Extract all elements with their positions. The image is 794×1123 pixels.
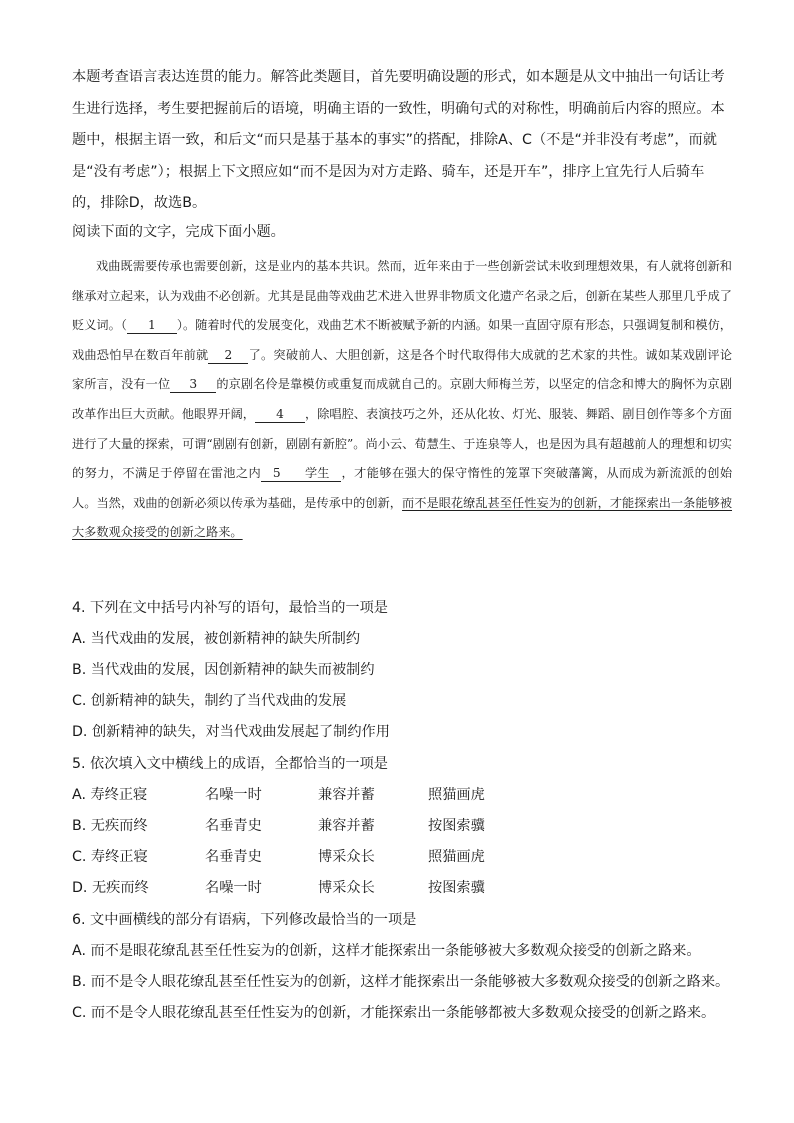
question-4-stem: 4. 下列在文中括号内补写的语句，最恰当的一项是: [72, 600, 388, 616]
q5-option-c-idiom-1: C. 寿终正寝: [72, 849, 148, 865]
q4-option-c: C. 创新精神的缺失，制约了当代戏曲的发展: [72, 693, 347, 709]
q5-option-b-idiom-4: 按图索骥: [428, 818, 485, 834]
q5-option-b-idiom-3: 兼容并蓄: [318, 818, 375, 834]
underlined-sentence: 而不是眼花缭乱甚至任性妄为的创新，才能探索出一条能够被大多数观众接受的创新之路来。: [72, 495, 733, 540]
q5-option-d-idiom-2: 名噪一时: [205, 880, 262, 896]
q5-option-a-idiom-2: 名噪一时: [205, 787, 262, 803]
q5-option-d-idiom-3: 博采众长: [318, 880, 375, 896]
q4-option-b: B. 当代戏曲的发展，因创新精神的缺失而被制约: [72, 662, 375, 678]
q5-option-d-idiom-1: D. 无疾而终: [72, 880, 149, 896]
q5-option-b-idiom-1: B. 无疾而终: [72, 818, 148, 834]
blank-1: 1: [127, 317, 177, 334]
q4-option-a: A. 当代戏曲的发展，被创新精神的缺失所制约: [72, 631, 361, 647]
question-5-stem: 5. 依次填入文中横线上的成语，全都恰当的一项是: [72, 756, 388, 772]
passage-text: 戏曲既需要传承也需要创新，这是业内的基本共识。然而，近年来由于一些创新尝试未收到理想效果，有人就将创新和继承对立起来，认为戏曲不必创新。尤其是昆曲等戏曲艺术进入世界非物质文化遗产名录之后，创新在某些人那里几乎成了贬义词。（: [72, 259, 732, 333]
question-6-stem: 6. 文中画横线的部分有语病，下列修改最恰当的一项是: [72, 912, 417, 928]
q5-option-d-idiom-4: 按图索骥: [428, 880, 485, 896]
q5-option-b-idiom-2: 名垂青史: [205, 818, 262, 834]
passage-text: ）。随着时代的发展变化，戏曲艺术不断被赋予新的内涵。如果一直固守原有形态，只强调复制和模仿，戏曲恐怕早在数百年前就: [72, 318, 732, 362]
q5-option-a-idiom-1: A. 寿终正寝: [72, 787, 148, 803]
passage-text: 了。突破前人、大胆创新，这是各个时代取得伟大成就的艺术家的共性。诚如某戏剧评论家所言，没有一位: [72, 347, 733, 392]
blank-3: 3: [170, 376, 216, 393]
q6-option-b: B. 而不是令人眼花缭乱甚至任性妄为的创新，这样才能探索出一条能够被大多数观众接受的创新之路来。: [72, 974, 730, 990]
q6-option-c: C. 而不是令人眼花缭乱甚至任性妄为的创新，才能探索出一条能够都被大多数观众接受的创新之路来。: [72, 1005, 716, 1021]
q5-option-a-idiom-4: 照猫画虎: [428, 787, 485, 803]
q6-option-a: A. 而不是眼花缭乱甚至任性妄为的创新，这样才能探索出一条能够被大多数观众接受的创新之路来。: [72, 943, 701, 959]
q5-option-c-idiom-4: 照猫画虎: [428, 849, 485, 865]
q5-option-c-idiom-2: 名垂青史: [205, 849, 262, 865]
q5-option-c-idiom-3: 博采众长: [318, 849, 375, 865]
q5-option-a-idiom-3: 兼容并蓄: [318, 787, 375, 803]
reading-instruction: 阅读下面的文字，完成下面小题。: [72, 224, 285, 240]
answer-explanation: 本题考查语言表达连贯的能力。解答此类题目，首先要明确设题的形式，如本题是从文中抽出一句话让考生进行选择，考生要把握前后的语境，明确主语的一致性，明确句式的对称性，明确前后内容的照应。本题中，根据主语一致，和后文“而只是基于基本的事实”的搭配，排除A、C（不是“并非没有考虑”，而就是“没有考虑”）；根据上下文照应如“而不是因为对方走路、骑车，还是开车”，排序上宜先行人后骑车的，排除D，故选B。: [72, 69, 725, 211]
blank-4: 4: [255, 406, 305, 423]
blank-5: 5 学生: [261, 465, 341, 482]
passage-text: 的京剧名伶是靠模仿或重复而成就自己的。京剧大师梅兰芳，以坚定的信念和博大的胸怀为京剧改革作出巨大贡献。他眼界开阔，: [72, 377, 733, 421]
reading-passage: [72, 252, 732, 548]
passage-text: ，才能够在强大的保守惰性的笼罩下突破藩篱，从而成为新流派的创始人。当然，戏曲的创新必须以传承为基础，是传承中的创新，: [72, 466, 733, 510]
q4-option-d: D. 创新精神的缺失，对当代戏曲发展起了制约作用: [72, 724, 390, 740]
blank-2: 2: [208, 347, 248, 364]
passage-text: ，除唱腔、表演技巧之外，还从化妆、灯光、服装、舞蹈、剧目创作等多个方面进行了大量的探索，可谓“剧剧有创新，剧剧有新腔”。尚小云、荀慧生、于连泉等人，也是因为具有超越前人的理想和切实的努力，不满足于停留在雷池之内: [72, 406, 732, 481]
